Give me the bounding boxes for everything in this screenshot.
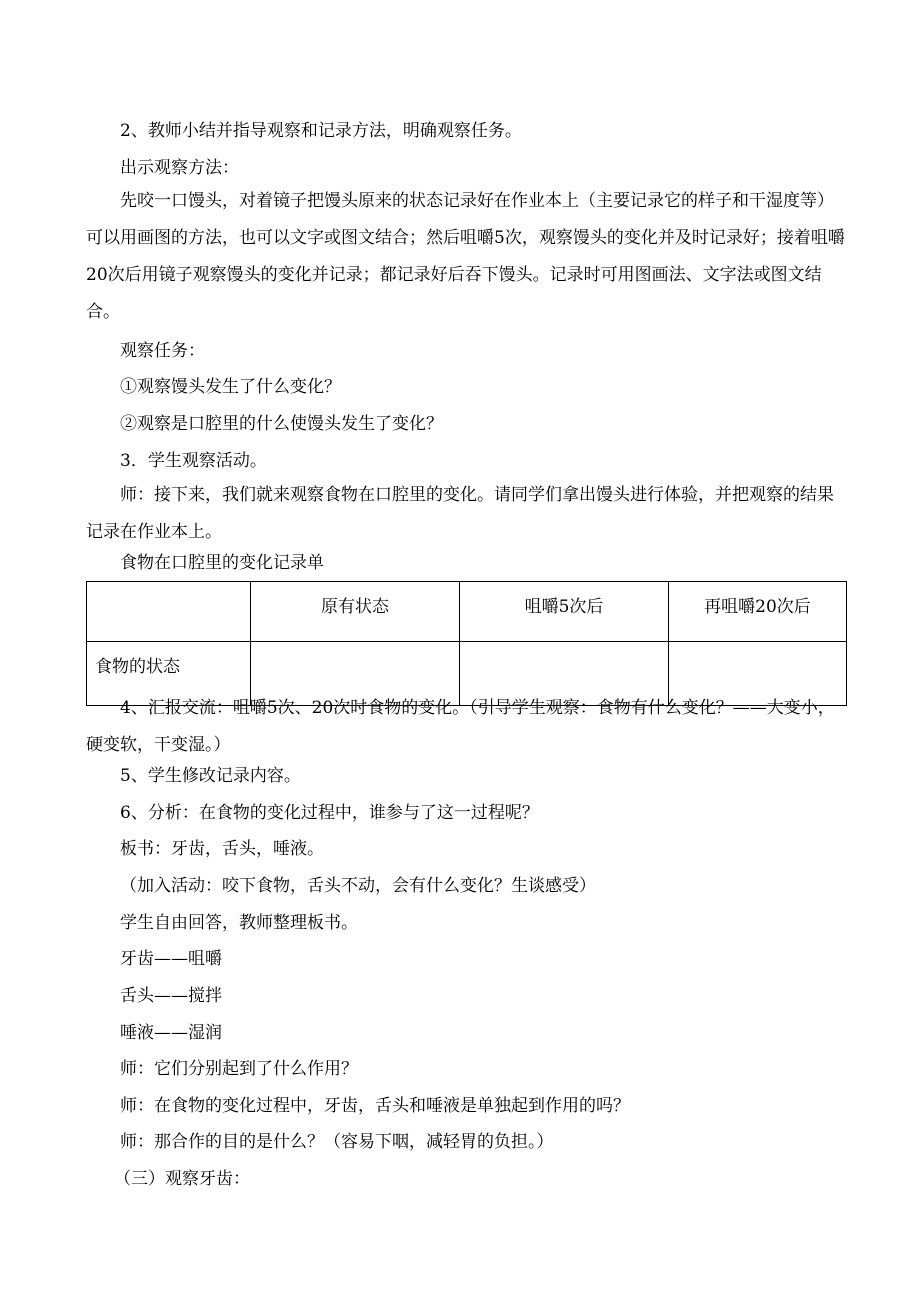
paragraph-board-note: 板书：牙齿，舌头，唾液。 bbox=[120, 839, 324, 859]
paragraph-step-3: 3．学生观察活动。 bbox=[120, 451, 267, 471]
table-header-cell bbox=[87, 582, 251, 642]
table-row-label: 食物的状态 bbox=[87, 642, 251, 706]
section-heading-teeth: （三）观察牙齿： bbox=[114, 1169, 250, 1189]
table-header-row bbox=[87, 582, 847, 642]
paragraph-question-2: 师：在食物的变化过程中，牙齿，舌头和唾液是单独起到作用的吗？ bbox=[120, 1096, 630, 1116]
paragraph-teacher-intro: 师：接下来，我们就来观察食物在口腔里的变化。请同学们拿出馒头进行体验，并把观察的结果记录在作业本上。 bbox=[86, 485, 834, 542]
paragraph-task-1: ①观察馒头发生了什么变化？ bbox=[120, 377, 341, 397]
paragraph-step-6: 6、分析：在食物的变化过程中，谁参与了这一过程呢？ bbox=[120, 803, 539, 823]
paragraph-method-title: 出示观察方法： bbox=[120, 158, 239, 178]
table-header-cell: 咀嚼5次后 bbox=[460, 582, 669, 642]
paragraph-method-text: 先咬一口馒头，对着镜子把馒头原来的状态记录好在作业本上（主要记录它的样子和干湿度等）可以用画图的方法，也可以文字或图文结合；然后咀嚼5次，观察馒头的变化并及时记录好；接着咀嚼20次后用镜子观察馒头的变化并记录；都记录好后吞下馒头。记录时可用图画法、文字法或图文结合。 bbox=[86, 191, 845, 322]
paragraph-step-5: 5、学生修改记录内容。 bbox=[120, 766, 301, 786]
paragraph-tongue: 舌头——搅拌 bbox=[120, 986, 222, 1006]
paragraph-question-1: 师：它们分别起到了什么作用？ bbox=[120, 1059, 358, 1079]
paragraph-task-title: 观察任务： bbox=[120, 341, 205, 361]
table-caption: 食物在口腔里的变化记录单 bbox=[120, 553, 324, 573]
observation-record-table bbox=[86, 581, 847, 706]
paragraph-task-2: ②观察是口腔里的什么使馒头发生了变化？ bbox=[120, 414, 443, 434]
paragraph-question-3: 师：那合作的目的是什么？（容易下咽，减轻胃的负担。） bbox=[120, 1132, 554, 1152]
paragraph-step-4: 4、汇报交流：咀嚼5次、20次时食物的变化。（引导学生观察：食物有什么变化？——大变小，硬变软，干变湿。） bbox=[86, 698, 835, 755]
table-header-cell: 再咀嚼20次后 bbox=[669, 582, 847, 642]
paragraph-step-2: 2、教师小结并指导观察和记录方法，明确观察任务。 bbox=[120, 121, 522, 141]
paragraph-teeth: 牙齿——咀嚼 bbox=[120, 949, 222, 969]
paragraph-activity: （加入活动：咬下食物，舌头不动，会有什么变化？生谈感受） bbox=[120, 876, 596, 896]
paragraph-student-answer: 学生自由回答，教师整理板书。 bbox=[120, 913, 358, 933]
paragraph-saliva: 唾液——湿润 bbox=[120, 1023, 222, 1043]
table-header-cell: 原有状态 bbox=[251, 582, 460, 642]
